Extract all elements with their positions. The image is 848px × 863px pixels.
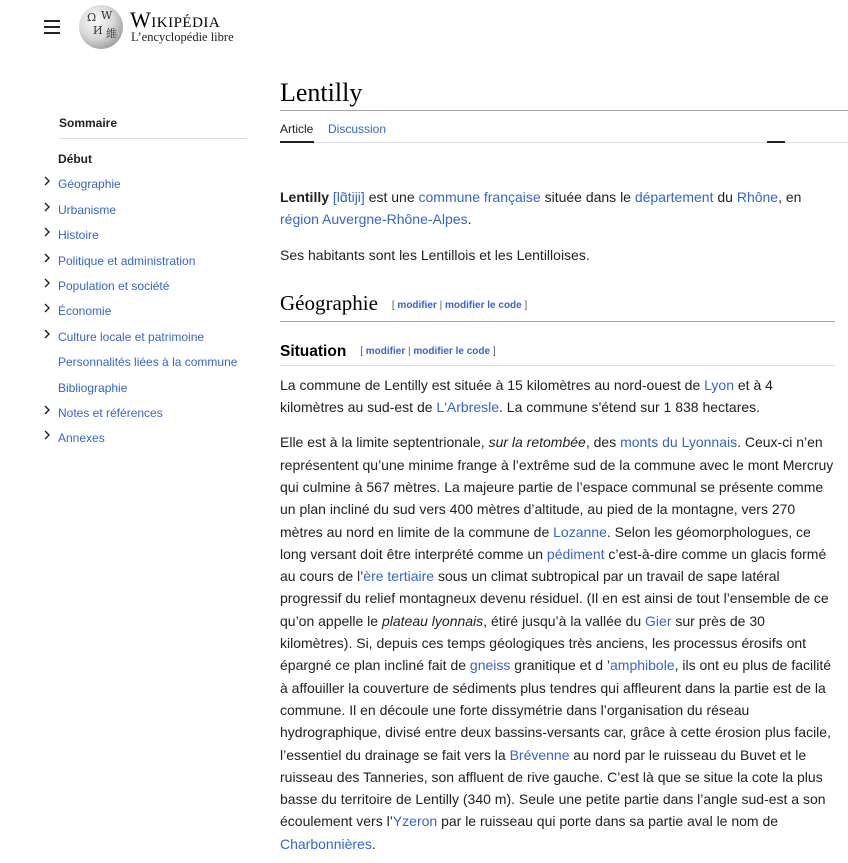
toc-item-label[interactable]: Urbanisme	[58, 202, 117, 217]
chevron-right-icon[interactable]	[42, 252, 52, 264]
link-larbresle[interactable]: L'Arbresle	[436, 399, 499, 416]
main-menu-button[interactable]	[42, 16, 62, 36]
toc-item[interactable]	[40, 200, 248, 225]
pronunciation-link[interactable]: [lɑ̃tiji]	[332, 189, 365, 205]
toc-item-label[interactable]: Début	[58, 152, 92, 166]
tab-article[interactable]: Article	[280, 122, 314, 136]
link-gneiss[interactable]: gneiss	[469, 657, 511, 674]
toc-item[interactable]	[40, 378, 248, 403]
toc-item[interactable]	[40, 403, 248, 428]
link-yzeron[interactable]: Yzeron	[392, 813, 438, 830]
tabs-divider	[280, 142, 848, 143]
link-departement[interactable]: département	[634, 189, 714, 205]
toc-item-label[interactable]: Notes et références	[58, 405, 163, 420]
chevron-right-icon[interactable]	[42, 277, 52, 289]
italic-text: sur la retombée	[488, 434, 586, 451]
text: . Ceux-ci n’en représentent qu’une minime frange à l’extrême sud de la commune avec le mont Mercruy qui culmine à 567 mètres. La majeure partie de l’espace communal se présente comme un plan incliné du sud vers 400 mètres d’altitude, au pied de la montagne, vers 270 mètres au nord en limite de la commune de	[280, 434, 834, 540]
text: . La commune s'étend sur 1 838 hectares.	[499, 399, 761, 416]
page-title: Lentilly	[280, 78, 363, 107]
link-pediment[interactable]: pédiment	[546, 545, 605, 562]
edit-section-links: [ modifier | modifier le code ]	[391, 300, 528, 312]
tools-indicator	[767, 141, 785, 143]
article-content	[280, 186, 835, 855]
article-subject: Lentilly	[280, 189, 330, 205]
chevron-right-icon[interactable]	[42, 302, 52, 314]
chevron-right-icon[interactable]	[42, 226, 52, 238]
text: par le ruisseau qui porte dans sa partie aval le nom de	[437, 813, 779, 830]
text: La commune de Lentilly est située à 15 kilomètres au nord-ouest de	[280, 376, 705, 393]
text: , en	[778, 189, 802, 205]
link-commune-francaise[interactable]: commune française	[418, 189, 541, 205]
tab-active-indicator	[280, 141, 314, 143]
toc-item[interactable]	[40, 352, 248, 377]
link-charbonnieres[interactable]: Charbonnières	[280, 835, 372, 852]
heading-situation	[280, 343, 346, 360]
toc-item-label[interactable]: Histoire	[58, 228, 99, 243]
text: située dans le	[540, 189, 635, 205]
chevron-right-icon[interactable]	[42, 328, 52, 340]
table-of-contents	[40, 116, 248, 454]
inhabitants-paragraph: Ses habitants sont les Lentillois et les Lentilloises.	[280, 246, 590, 263]
link-rhone[interactable]: Rhône	[736, 189, 779, 205]
toc-item-label[interactable]: Économie	[58, 304, 112, 319]
heading-text: Géographie	[280, 290, 378, 315]
text: et à 4 kilomètres au sud-est de	[280, 376, 773, 416]
link-monts-du-lyonnais[interactable]: monts du Lyonnais	[620, 434, 738, 451]
section-geographie	[280, 292, 835, 322]
link-amphibole[interactable]: amphibole	[610, 657, 675, 674]
link-lozanne[interactable]: Lozanne	[553, 523, 607, 540]
intro-paragraph	[280, 186, 835, 231]
tab-discussion[interactable]: Discussion	[328, 122, 387, 136]
toc-item[interactable]	[40, 276, 248, 301]
toc-item[interactable]	[40, 327, 248, 352]
toc-item-label[interactable]: Géographie	[58, 177, 121, 192]
wikipedia-globe-logo[interactable]: Ω W И 維	[79, 5, 123, 49]
edit-link[interactable]: modifier	[397, 300, 437, 312]
text: du	[713, 189, 737, 205]
text: , étiré jusqu’à la vallée du	[483, 612, 646, 629]
toc-title: Sommaire	[59, 116, 247, 139]
edit-source-link[interactable]: modifier le code	[413, 346, 491, 358]
toc-item[interactable]	[40, 149, 248, 174]
edit-section-links: [ modifier | modifier le code ]	[360, 346, 496, 358]
link-brevenne[interactable]: Brévenne	[509, 746, 570, 763]
text: .	[467, 211, 472, 228]
toc-item[interactable]	[40, 301, 248, 326]
wikipedia-tagline: L’encyclopédie libre	[131, 30, 234, 44]
text: sous un climat subtropical par un travail de sape latéral progressif du relief montagneux devenu résiduel. (Il en est ainsi de tout l’ensemble de ce qu’on appelle le	[280, 568, 829, 629]
menu-bar	[44, 32, 60, 34]
heading-text: Situation	[280, 343, 347, 361]
chevron-right-icon[interactable]	[42, 175, 52, 187]
text: c’est-à-dire comme un glacis formé au cours de l’	[280, 545, 827, 585]
menu-bar	[44, 26, 60, 28]
toc-item-label[interactable]: Population et société	[58, 278, 170, 293]
text: sur près de 30 kilomètres). Si, depuis ces temps géologiques très anciens, les processus érosifs ont épargné ce plan incliné fait de	[280, 612, 807, 674]
wikipedia-wordmark[interactable]: Wikipédia	[130, 7, 221, 32]
chevron-right-icon[interactable]	[42, 429, 52, 441]
text: au nord par le ruisseau du Buvet et le ruisseau des Tanneries, son affluent de rive gauche. C’est là que se situe la cote la plus basse du territoire de Lentilly (340 m). Seule une petite partie dans l’angle sud-est a son écoulement vers l’	[280, 746, 826, 830]
text: granitique et d ’	[510, 657, 611, 674]
text: est une	[364, 189, 419, 205]
toc-item[interactable]	[40, 174, 248, 199]
text: , ils ont eu plus de facilité à affouiller la couverture de sédiments plus tendres qui affleurent dans la partie est de la commune. Il en découle une forte dissymétrie dans l’organisation du réseau hydrographique, divisé entre deux bassins-versants car, grâce à cette érosion plus facile, l’essentiel du drainage se fait vers la	[280, 657, 832, 763]
edit-link[interactable]: modifier	[365, 346, 406, 358]
italic-text: plateau lyonnais	[381, 612, 484, 629]
menu-bar	[44, 20, 60, 22]
toc-item-label[interactable]: Culture locale et patrimoine	[58, 329, 205, 344]
toc-item[interactable]	[40, 225, 248, 250]
heading-geographie	[280, 291, 378, 315]
text: . Selon les géomorphologues, ce long versant doit être interprété comme un	[280, 523, 811, 562]
toc-item[interactable]	[40, 251, 248, 276]
toc-item-label[interactable]: Bibliographie	[58, 380, 128, 395]
text: .	[371, 835, 376, 852]
section-situation	[280, 340, 835, 365]
link-gier[interactable]: Gier	[645, 612, 672, 629]
text: , des	[585, 434, 621, 451]
title-divider	[280, 110, 848, 111]
chevron-right-icon[interactable]	[42, 404, 52, 416]
toc-list	[40, 149, 248, 454]
toc-item[interactable]	[40, 428, 248, 453]
situation-paragraph-1	[280, 374, 835, 419]
chevron-right-icon[interactable]	[42, 201, 52, 213]
link-lyon[interactable]: Lyon	[704, 376, 734, 393]
link-ere-tertiaire[interactable]: ère tertiaire	[363, 568, 435, 585]
link-region[interactable]: région Auvergne-Rhône-Alpes	[280, 211, 468, 228]
toc-item-label[interactable]: Personnalités liées à la commune	[58, 355, 238, 370]
text: Elle est à la limite septentrionale,	[280, 434, 489, 451]
toc-item-label[interactable]: Politique et administration	[58, 253, 196, 268]
edit-source-link[interactable]: modifier le code	[445, 300, 522, 312]
toc-item-label[interactable]: Annexes	[58, 431, 105, 446]
situation-paragraph-2	[280, 431, 835, 855]
